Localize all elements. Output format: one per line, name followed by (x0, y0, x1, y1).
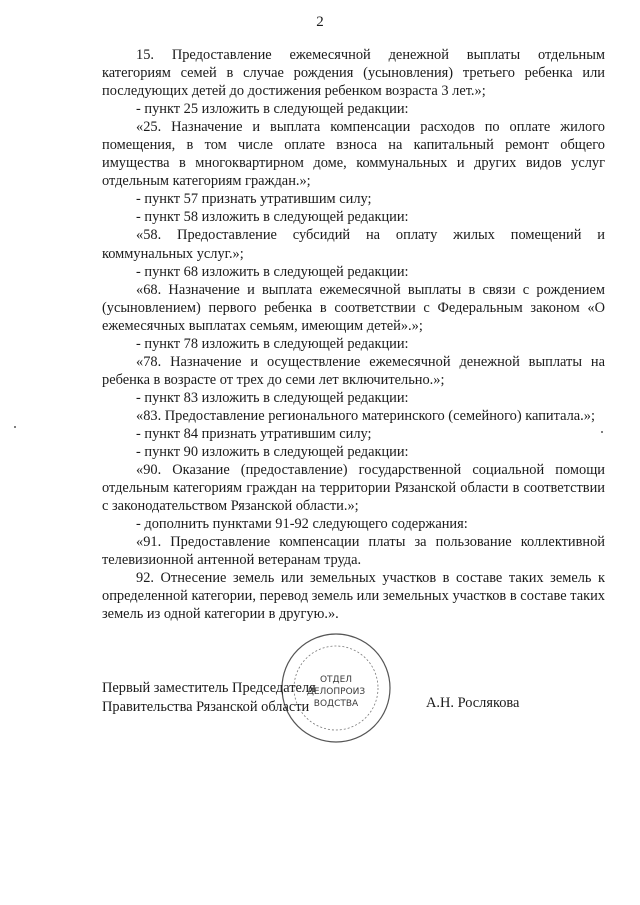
page-number: 2 (316, 14, 324, 30)
paragraph: - дополнить пунктами 91-92 следующего содержания: (136, 516, 468, 533)
paragraph: - пункт 84 признать утратившим силу; (136, 425, 372, 442)
signature-name: А.Н. Рослякова (426, 695, 520, 711)
paragraph: «68. Назначение и выплата ежемесячной выплаты в связи с рождением (усыновлением) первого ребенка в соответствии с Федеральным законом «О ежемесячных выплатах семьям, имеющим детей».»; (102, 281, 605, 334)
scan-speck (601, 431, 603, 433)
paragraph: 15. Предоставление ежемесячной денежной выплаты отдельным категориям семей в случае рождения (усыновления) третьего ребенка или последующих детей до достижения ребенком возраста 3 лет.»; (102, 47, 605, 100)
stamp-line-3: ВОДСТВА (313, 699, 359, 709)
paragraph: - пункт 68 изложить в следующей редакции: (136, 263, 409, 280)
paragraph: - пункт 83 изложить в следующей редакции: (136, 389, 409, 406)
paragraph: «91. Предоставление компенсации платы за пользование коллективной телевизионной антенной ветеранам труда. (102, 534, 605, 569)
paragraph: - пункт 78 изложить в следующей редакции: (136, 335, 409, 352)
paragraph: - пункт 58 изложить в следующей редакции: (136, 209, 409, 226)
signature-block (102, 679, 622, 717)
paragraph: «58. Предоставление субсидий на оплату жилых помещений и коммунальных услуг.»; (102, 227, 605, 262)
paragraph: 92. Отнесение земель или земельных участков в составе таких земель к определенной категории, перевод земель или земельных участков в составе таких земель из одной категории в другую.». (102, 570, 605, 623)
document-body (102, 46, 605, 624)
paragraph: «83. Предоставление регионального материнского (семейного) капитала.»; (136, 407, 595, 424)
paragraph: «90. Оказание (предоставление) государственной социальной помощи отдельным категориям граждан на территории Рязанской области в соответствии с законодательством Рязанской области.»; (102, 462, 605, 515)
scan-speck (14, 426, 16, 428)
paragraph: - пункт 57 признать утратившим силу; (136, 191, 372, 208)
stamp-line-2: ДЕЛОПРОИЗ (306, 687, 366, 697)
paragraph: - пункт 90 изложить в следующей редакции: (136, 444, 409, 461)
paragraph: «25. Назначение и выплата компенсации расходов по оплате жилого помещения, в том числе оплате взноса на капитальный ремонт общего имущества в многоквартирном доме, коммунальных и других видов услуг отдельным категориям граждан.»; (102, 119, 605, 190)
signature-position-line-2: Правительства Рязанской области (102, 699, 310, 715)
stamp-line-1: ОТДЕЛ (319, 675, 353, 685)
paragraph: - пункт 25 изложить в следующей редакции: (136, 101, 409, 118)
signature-position-line-1: Первый заместитель Председателя (102, 680, 316, 696)
paragraph: «78. Назначение и осуществление ежемесячной денежной выплаты на ребенка в возрасте от трех до семи лет включительно.»; (102, 353, 605, 388)
